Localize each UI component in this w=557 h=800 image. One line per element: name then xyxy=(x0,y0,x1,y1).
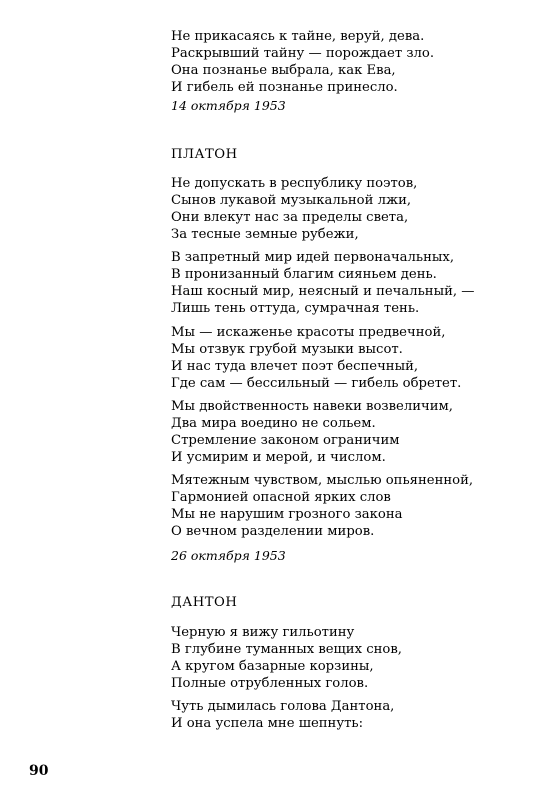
poem-title-platon: ПЛАТОН xyxy=(171,147,238,162)
poem-line: Гармонией опасной ярких слов xyxy=(171,490,391,505)
poem-line: Полные отрубленных голов. xyxy=(171,676,369,691)
poem-line: В запретный мир идей первоначальных, xyxy=(171,250,455,265)
poem-line: Где сам — бессильный — гибель обретет. xyxy=(171,376,462,391)
poem-title-danton: ДАНТОН xyxy=(171,595,238,610)
poem-line: И усмирим и мерой, и числом. xyxy=(171,450,386,465)
poem-line: О вечном разделении миров. xyxy=(171,524,375,539)
poem-line: За тесные земные рубежи, xyxy=(171,227,359,242)
poem-line: Наш косный мир, неясный и печальный, — xyxy=(171,284,475,299)
stanza xyxy=(171,698,394,732)
poem-date: 26 октября 1953 xyxy=(171,548,286,563)
stanza xyxy=(171,175,417,243)
poem-line: Мы не нарушим грозного закона xyxy=(171,507,403,522)
stanza xyxy=(171,249,474,317)
poem-date: 14 октября 1953 xyxy=(171,98,286,113)
poem-line: Раскрывший тайну — порождает зло. xyxy=(171,46,435,61)
poem-line: В пронизанный благим сияньем день. xyxy=(171,267,437,282)
poem-line: А кругом базарные корзины, xyxy=(171,659,374,674)
poem-line: Не прикасаясь к тайне, веруй, дева. xyxy=(171,29,425,44)
stanza-top xyxy=(171,28,434,96)
poem-line: И она успела мне шепнуть: xyxy=(171,716,364,731)
poem-line: Два мира воедино не сольем. xyxy=(171,416,376,431)
stanza xyxy=(171,324,461,392)
poem-line: И нас туда влечет поэт беспечный, xyxy=(171,359,419,374)
poem-line: Мы — искаженье красоты предвечной, xyxy=(171,325,446,340)
page-number: 90 xyxy=(29,763,49,779)
poem-line: Стремление законом ограничим xyxy=(171,433,400,448)
poem-line: Чуть дымилась голова Дантона, xyxy=(171,699,395,714)
poem-line: Черную я вижу гильотину xyxy=(171,625,355,640)
poem-line: Сынов лукавой музыкальной лжи, xyxy=(171,193,412,208)
poem-line: Мы отзвук грубой музыки высот. xyxy=(171,342,403,357)
poem-line: Лишь тень оттуда, сумрачная тень. xyxy=(171,301,420,316)
stanza xyxy=(171,472,473,540)
poem-line: Они влекут нас за пределы света, xyxy=(171,210,409,225)
poem-line: В глубине туманных вещих снов, xyxy=(171,642,402,657)
poem-line: Мы двойственность навеки возвеличим, xyxy=(171,399,453,414)
poem-line: Мятежным чувством, мыслью опьяненной, xyxy=(171,473,474,488)
poem-line: Не допускать в республику поэтов, xyxy=(171,176,418,191)
poem-line: И гибель ей познанье принесло. xyxy=(171,80,398,95)
stanza xyxy=(171,398,453,466)
poem-line: Она познанье выбрала, как Ева, xyxy=(171,63,396,78)
stanza xyxy=(171,624,402,692)
